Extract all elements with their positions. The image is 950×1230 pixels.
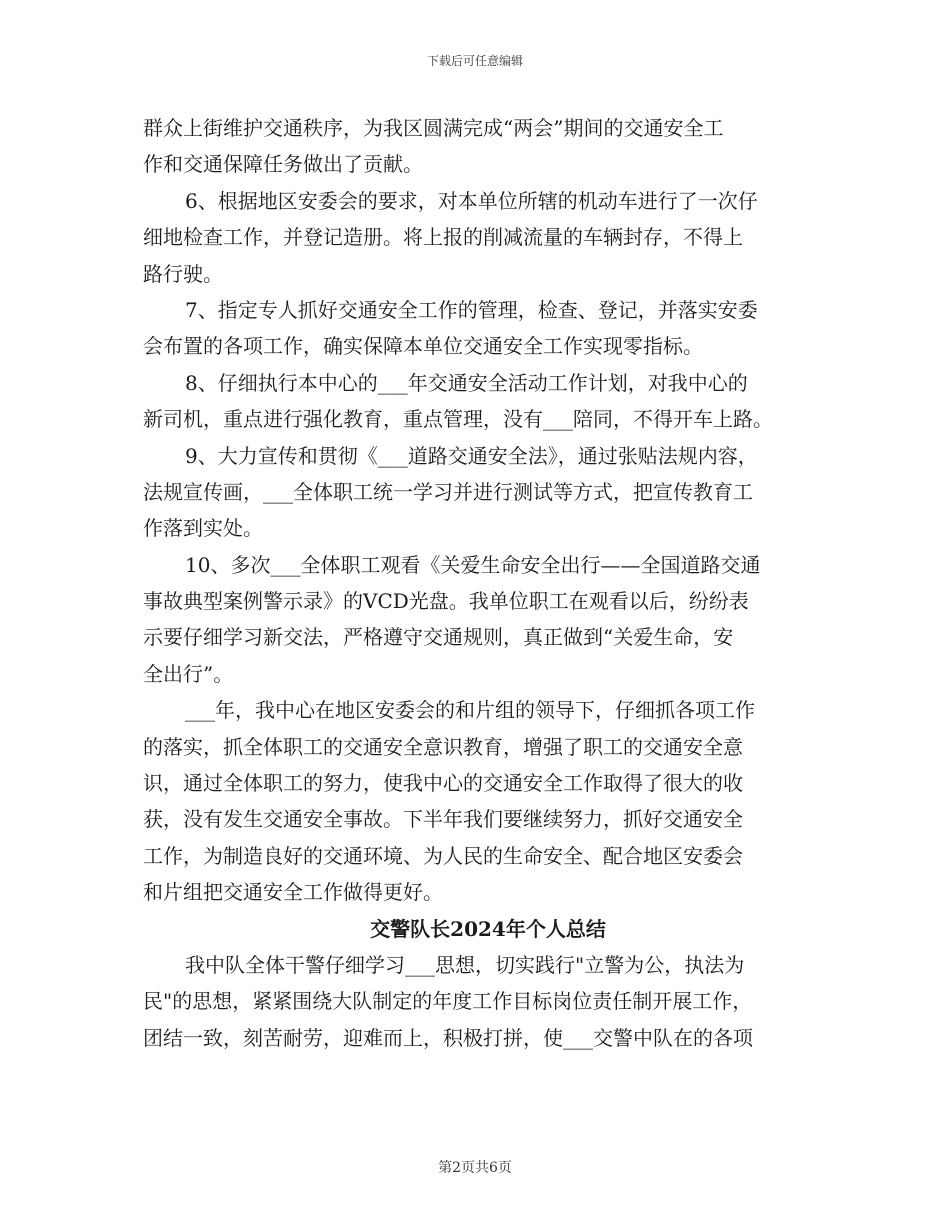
text-line: 我中队全体干警仔细学习___思想，切实践行"立警为公，执法为 [185,952,745,977]
text-line: 全出行”。 [143,661,234,686]
text-line: 9、大力宣传和贯彻《___道路交通安全法》，通过张贴法规内容， [185,443,758,468]
text-line: 民"的思想，紧紧围绕大队制定的年度工作目标岗位责任制开展工作， [143,989,753,1014]
text-line: 新司机，重点进行强化教育，重点管理，没有___陪同，不得开车上路。 [143,407,773,432]
text-line: 群众上街维护交通秩序，为我区圆满完成“两会”期间的交通安全工 [143,116,724,140]
text-line: 示要仔细学习新交法，严格遵守交通规则，真正做到“关爱生命，安 [143,625,734,650]
body-text-block-2 [143,947,813,1056]
page-header-note: 下载后可任意编辑 [426,54,523,68]
text-line: 识，通过全体职工的努力，使我中心的交通安全工作取得了很大的收 [143,771,743,796]
text-line: 的落实，抓全体职工的交通安全意识教育，增强了职工的交通安全意 [143,734,743,759]
text-line: 作落到实处。 [143,516,263,541]
text-line: 法规宣传画，___全体职工统一学习并进行测试等方式，把宣传教育工 [143,479,753,504]
text-line: 路行驶。 [143,261,223,286]
text-line: 获，没有发生交通安全事故。下半年我们要继续努力，抓好交通安全 [143,807,743,832]
page-number: 第2页共6页 [438,1160,512,1176]
text-line: 事故典型案例警示录》的VCD光盘。我单位职工在观看以后，纷纷表 [143,589,749,614]
text-line: 细地检查工作，并登记造册。将上报的削减流量的车辆封存，不得上 [143,225,743,250]
text-line: 6、根据地区安委会的要求，对本单位所辖的机动车进行了一次仔 [185,188,758,213]
document-body [143,110,813,1056]
text-line: 团结一致，刻苦耐劳，迎难而上，积极打拼，使___交警中队在的各项 [143,1025,753,1050]
body-text-block [143,110,813,911]
text-line: 8、仔细执行本中心的___年交通安全活动工作计划，对我中心的 [185,370,748,395]
text-line: 10、多次___全体职工观看《关爱生命安全出行——全国道路交通 [185,552,761,577]
text-line: 7、指定专人抓好交通安全工作的管理，检查、登记，并落实安委 [185,297,758,322]
text-line: 工作，为制造良好的交通环境、为人民的生命安全、配合地区安委会 [143,843,743,868]
text-line: 会布置的各项工作，确实保障本单位交通安全工作实现零指标。 [143,334,703,359]
text-line: 和片组把交通安全工作做得更好。 [143,880,443,905]
text-line: ___年，我中心在地区安委会的和片组的领导下，仔细抓各项工作 [185,698,755,723]
text-line: 作和交通保障任务做出了贡献。 [143,152,423,177]
section-title: 交警队长2024年个人总结 [370,916,606,941]
